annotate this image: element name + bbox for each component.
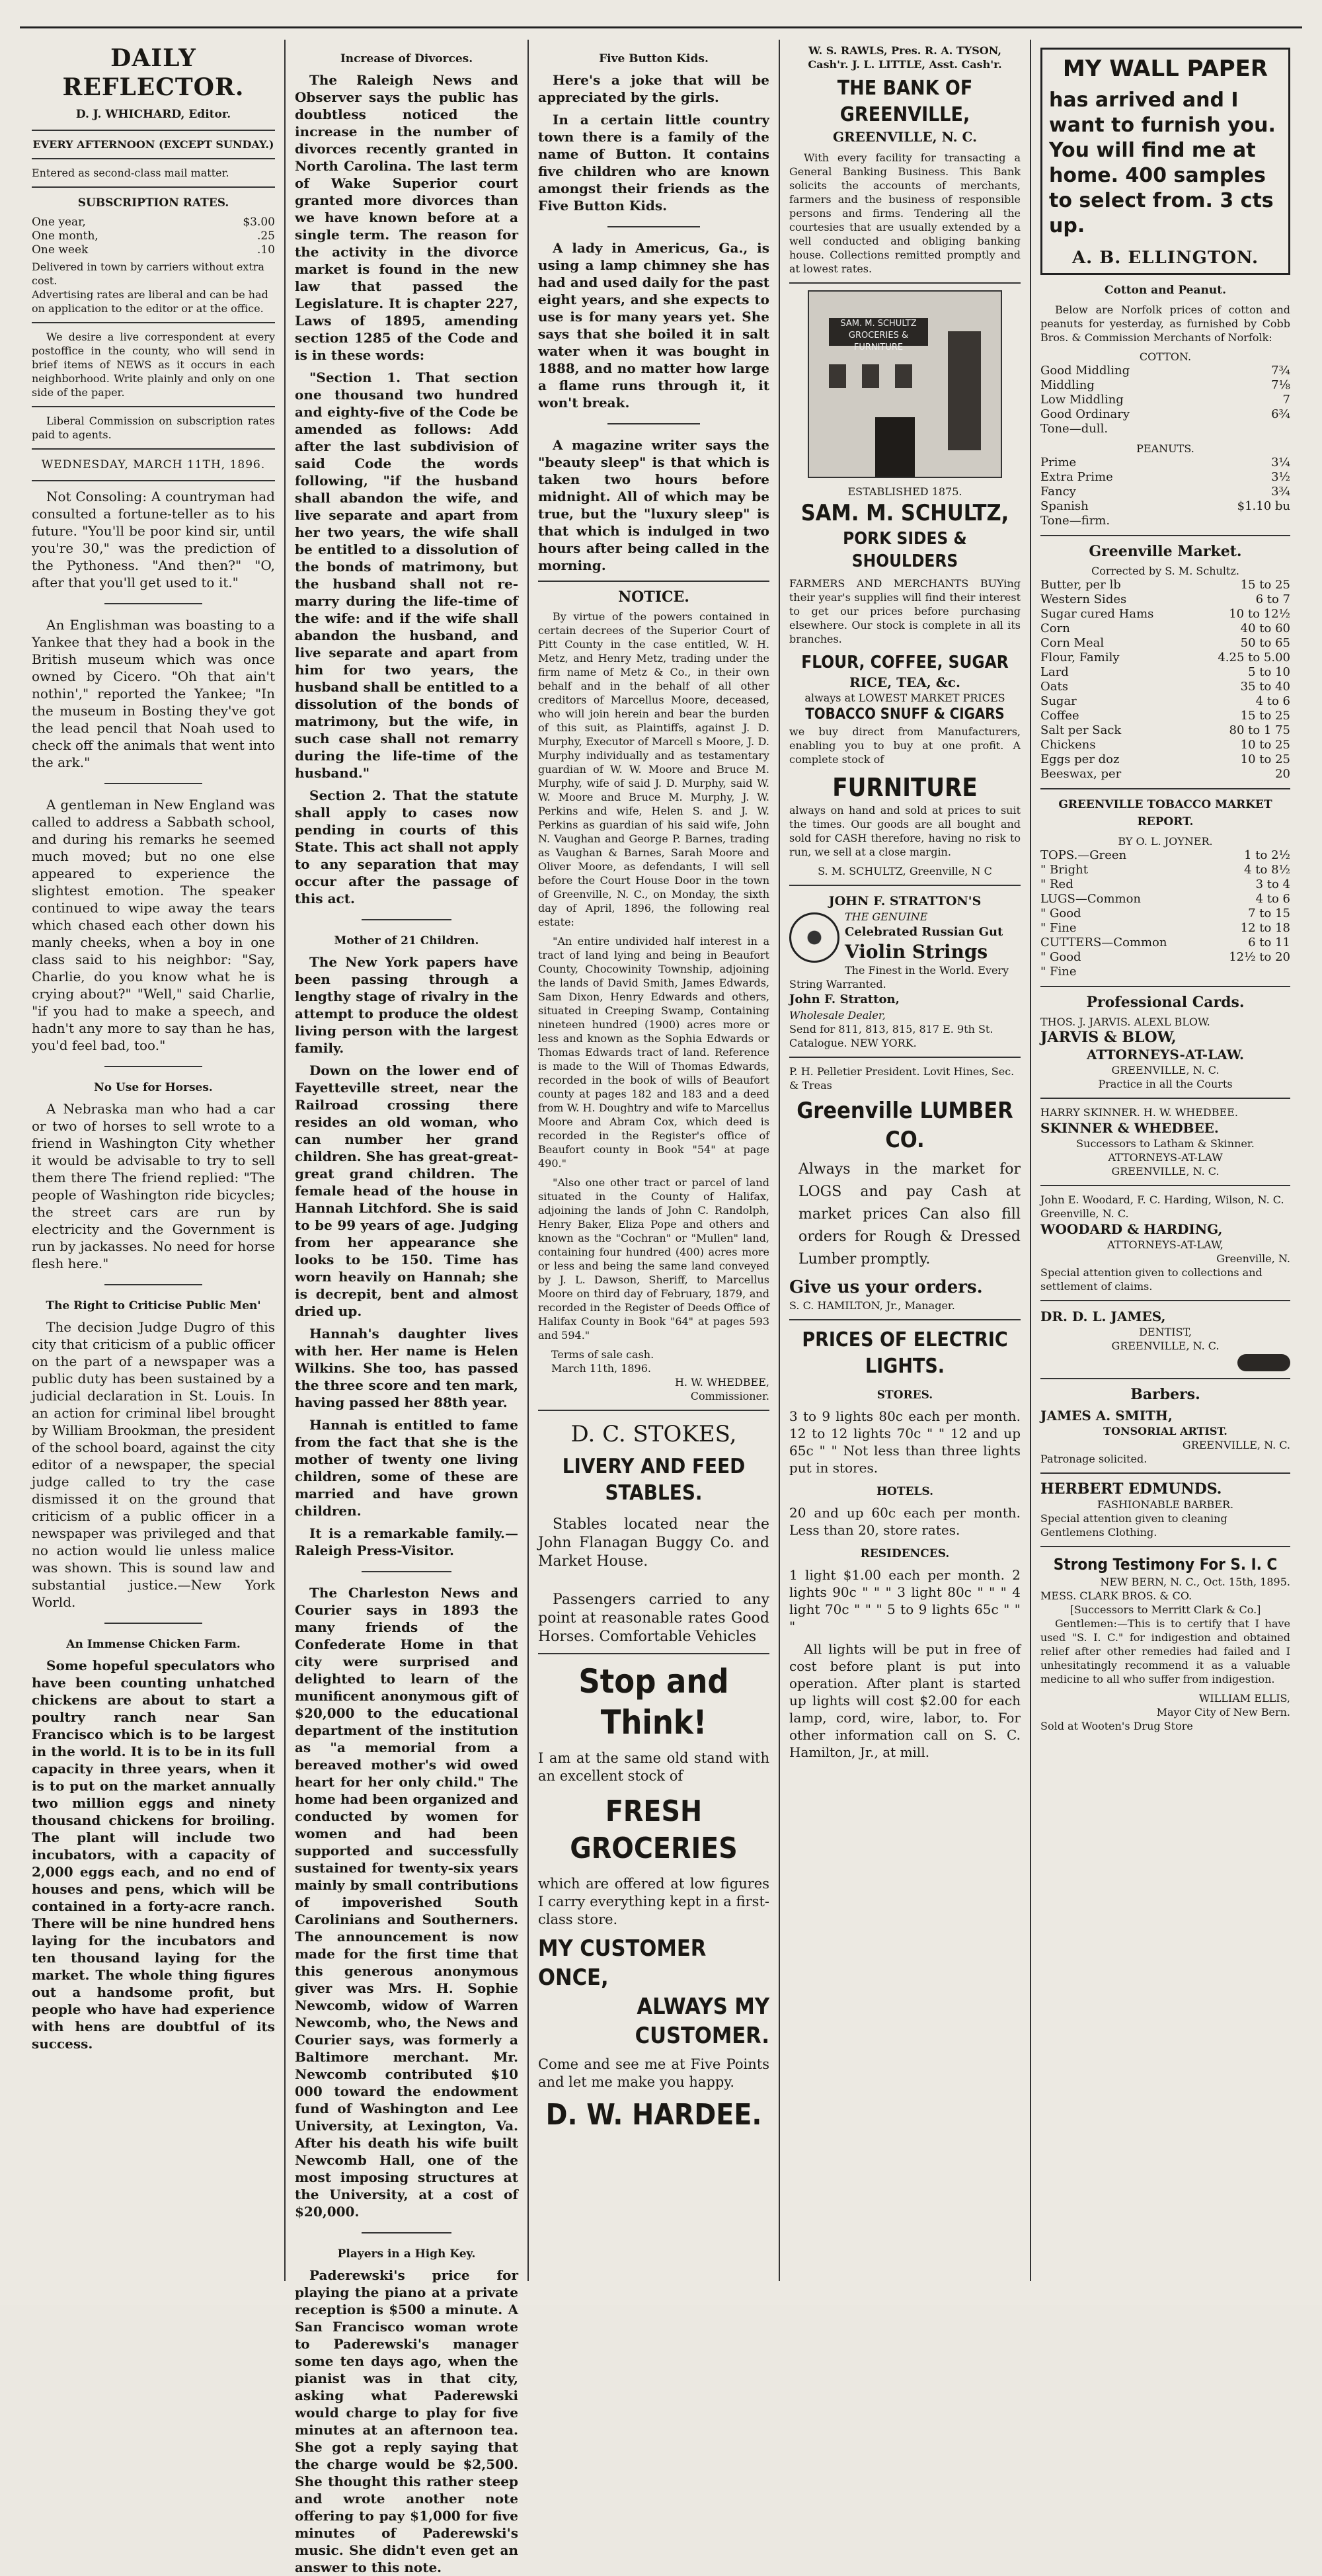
window: [948, 331, 981, 450]
stokes-passengers: Passengers carried to any point at reasonable rates Good Horses. Comfortable Vehicles: [538, 1591, 769, 1645]
notice-date: March 11th, 1896.: [551, 1362, 651, 1375]
testimony-role: Mayor City of New Bern.: [1156, 1705, 1290, 1718]
skinner-names: HARRY SKINNER. H. W. WHEDBEE.: [1040, 1106, 1238, 1119]
wallpaper-title: MY WALL PAPER: [1062, 56, 1268, 82]
column-2: [286, 40, 529, 2575]
furniture-text: always on hand and sold at prices to suit the times. Our goods are all bought and sold for CASH therefore, having no risk to run, we sell at a close margin.: [789, 804, 1021, 858]
divider: [362, 2232, 451, 2234]
article-divorces: The Raleigh News and Observer says the public has doubtless noticed the increase in the number of divorces recently granted in North Carolina. The last term of Wake Superior court granted more divorces than we have known before at a single term. The reason for the activity in the divorce market is found in the new law that passed the Legislature. It is chapter 227, Laws of 1895, amending section 1285 of the Code and is in these words:: [295, 72, 518, 363]
divider: [104, 783, 202, 784]
article-heading: Five Button Kids.: [599, 52, 709, 65]
price-row: " Good 7 to 15: [1040, 906, 1290, 920]
notice-text: "Also one other tract or parcel of land situated in the County of Halifax, adjoining the lands of John C. Randolph, Henry Baker, Eliza Pope and others and known as the "Cochran" or "Mullen" land, containing four hundred (400) acres more or less and being the same land conveyed by J. L. Dawson, Sheriff, to Marcellus Moore on third day of February, 1879, and recorded in the Register of Deeds Office of Halifax County in Book "64" at pages 593 and 594.": [538, 1176, 769, 1342]
divider: [789, 1057, 1021, 1058]
testimony-heading: Strong Testimony For S. I. C: [1053, 1554, 1278, 1574]
price-row: LUGS—Common 4 to 6: [1040, 892, 1290, 906]
price-row: Flour, Family 4.25 to 5.00: [1040, 651, 1290, 664]
article-heading: No Use for Horses.: [94, 1081, 213, 1094]
divider: [607, 226, 700, 227]
electric-head: PRICES OF ELECTRIC LIGHTS.: [802, 1328, 1008, 1378]
buy-direct: we buy direct from Manufacturers, enabling you to buy at one profit. A complete stock of: [789, 725, 1021, 766]
price-row: Good Middling 7¾: [1040, 364, 1290, 378]
price-row: Butter, per lb 15 to 25: [1040, 578, 1290, 592]
hardee-text: Come and see me at Five Points and let me make you happy.: [538, 2056, 769, 2090]
edmunds-name: HERBERT EDMUNDS.: [1040, 1480, 1222, 1498]
woodard-location: Greenville, N.: [1216, 1252, 1290, 1265]
price-row: Prime 3¼: [1040, 456, 1290, 469]
notice-heading: NOTICE.: [618, 588, 689, 606]
article-heading: The Right to Criticise Public Men': [46, 1299, 261, 1312]
cotton-heading: Cotton and Peanut.: [1104, 284, 1227, 297]
article-players: Paderewski's price for playing the piano at a private reception is $500 a minute. A San Francisco woman wrote to Paderewski's manager some ten days ago, when the pianist was in that city, asking what Paderewski would charge to play for five minutes at an afternoon tea. She got a reply saying that the charge would be $2,500. She thought this rather steep and wrote another note offering to pay $1,000 for five minutes of Paderewski's music. She didn't even get an answer to this note.: [295, 2267, 518, 2575]
electric-note: All lights will be put in free of cost before plant is put into operation. After plant is started up lights will cost $2.00 for each lamp, cord, wire, labor, to. For other information call on S. C. Hamilton, Jr., at mill.: [789, 1641, 1021, 1760]
article-five-button: In a certain little country town there is a family of the name of Button. It contains five children who are known amongst their friends as the Five Button Kids.: [538, 112, 769, 214]
divider: [1040, 1472, 1290, 1474]
window: [829, 364, 846, 388]
divider: [1040, 1378, 1290, 1379]
price-row: Beeswax, per 20: [1040, 767, 1290, 781]
stratton-address: Send for 811, 813, 815, 817 E. 9th St. Catalogue. NEW YORK.: [789, 1023, 993, 1049]
divider: [789, 1319, 1021, 1320]
stores-head: STORES.: [876, 1389, 933, 1402]
price-row: CUTTERS—Common 6 to 11: [1040, 936, 1290, 949]
peanuts-subhead: PEANUTS.: [1136, 442, 1194, 455]
tobacco-by: BY O. L. JOYNER.: [1118, 835, 1213, 848]
lowest-prices: always at LOWEST MARKET PRICES: [804, 692, 1005, 704]
notice-text: By virtue of the powers contained in certain decrees of the Superior Court of Pitt County in the case entitled, W. H. Metz, and Henry Metz, trading under the firm name of Metz & Co., in their own behalf and in the behalf of all other creditors of Marcellus Moore, deceased, who will join herein and bear the burden of this suit, as Plaintiffs, against J. D. Murphy, Executor of Marcell s Moore, J. D. Murphy individually and as testamentary guardian of W. W. Moore and Bruce M. Murphy, wife of said J. D. Murphy, said W. W. Moore and Bruce M. Murphy, J. W. Perkins and wife, Helen S. and J. W. Perkins as guardian of his said wife, John N. Vaughan and George P. Barnes, trading as Vaughan & Barnes, Sarah Moore and Oliver Moore, as defendants, I will sell before the Court House Door in the town of Greenville, N. C., on Monday, the sixth day of April, 1896, the following real estate:: [538, 610, 769, 928]
cards-heading: Professional Cards.: [1086, 994, 1245, 1011]
price-row: Spanish $1.10 bu: [1040, 499, 1290, 513]
customer-slogan-1: MY CUSTOMER ONCE,: [538, 1935, 707, 1991]
tobacco-line: TOBACCO SNUFF & CIGARS: [805, 706, 1005, 723]
schultz-signature: S. M. SCHULTZ, Greenville, N C: [818, 865, 992, 877]
hardee-text: I am at the same old stand with an excellent stock of: [538, 1750, 769, 1784]
divider: [1040, 788, 1290, 789]
barbers-heading: Barbers.: [1130, 1385, 1200, 1403]
article-section-1: "Section 1. That section one thousand two hundred and eighty-five of the Code be amended as follows: Add after the last subdivision of said Code the words following, "if the husband shall abandon the wife, and live separate and apart from her two years, the wife shall be entitled to a dissolution of the bonds of matrimony, but the husband shall not re-marry during the life-time of the wife: and if the wife shall abandon the husband, and live separate and apart from him for two years, the husband shall be entitled to a dissolution of the bonds of matrimony, but the wife, in such case shall not remarry during the life-time of the husband.": [295, 370, 518, 781]
market-by: Corrected by S. M. Schultz.: [1091, 565, 1239, 577]
advertising-note: Advertising rates are liberal and can be had on application to the editor or at the office.: [32, 288, 268, 315]
edmunds-title: FASHIONABLE BARBER.: [1097, 1498, 1234, 1511]
price-row: " Red 3 to 4: [1040, 877, 1290, 891]
divider: [32, 322, 275, 323]
entered-note: Entered as second-class mail matter.: [32, 167, 229, 179]
hotels-text: 20 and up 60c each per month. Less than 20, store rates.: [789, 1505, 1021, 1538]
wallpaper-text: has arrived and I want to furnish you. You will find me at home. 400 samples to select from. 3 cts up.: [1049, 89, 1276, 237]
residences-text: 1 light $1.00 each per month. 2 lights 90c " " " 3 light 80c " " " 4 light 70c " " " 5 to 9 lights 65c " " ": [789, 1567, 1021, 1634]
delivery-note: Delivered in town by carriers without extra cost.: [32, 261, 264, 287]
hardee-name: D. W. HARDEE.: [545, 2098, 762, 2132]
hotels-head: HOTELS.: [876, 1485, 934, 1498]
cotton-intro: Below are Norfolk prices of cotton and peanuts for yesterday, as furnished by Cobb Bros. & Commission Merchants of Norfolk:: [1040, 303, 1290, 344]
article-mother: Hannah's daughter lives with her. Her name is Helen Wilkins. She too, has passed the three score and ten mark, having passed her 88th year.: [295, 1326, 518, 1410]
divider: [789, 885, 1021, 886]
woodard-note: Special attention given to collections and settlement of claims.: [1040, 1266, 1263, 1293]
price-row: " Good 12½ to 20: [1040, 950, 1290, 964]
james-name: DR. D. L. JAMES,: [1040, 1308, 1166, 1324]
skinner-location: GREENVILLE, N. C.: [1111, 1165, 1220, 1178]
masthead-title: DAILY REFLECTOR.: [62, 44, 245, 101]
article-heading: Increase of Divorces.: [340, 52, 473, 65]
lumber-name: Greenville LUMBER CO.: [797, 1098, 1013, 1153]
stratton-dealer: Wholesale Dealer,: [789, 1009, 886, 1022]
violin-seal-icon: [789, 912, 839, 963]
notice-terms: Terms of sale cash.: [551, 1348, 654, 1361]
article-gentleman: A gentleman in New England was called to address a Sabbath school, and during his remarks he seemed much moved; but no one else appeared to experience the slightest emotion. The speaker continued to wipe away the tears which chased each other down his manly cheeks, when a boy in one class said to his neighbor: "Say, Charlie, do you know what he is crying about?" "Well," said Charlie, "if you had to make a speech, and hadn't any more to say than he has, you'd feel bad, too.": [32, 797, 275, 1053]
woodard-title: ATTORNEYS-AT-LAW,: [1107, 1238, 1224, 1251]
price-row: Oats 35 to 40: [1040, 680, 1290, 694]
article-englishman: An Englishman was boasting to a Yankee that they had a book in the British museum which was once owned by Cicero. "Oh that ain't nothin'," reported the Yankee; "In the museum in Bosting they've got the lead pencil that Noah used to check off the animals that went into the ark.": [32, 617, 275, 770]
divider: [32, 480, 275, 481]
testimony-sold: Sold at Wooten's Drug Store: [1040, 1719, 1193, 1732]
divider: [538, 581, 769, 582]
smith-title: TONSORIAL ARTIST.: [1103, 1424, 1227, 1437]
article-five-button: Here's a joke that will be appreciated by the girls.: [538, 72, 769, 105]
price-row: Tone—firm.: [1040, 514, 1110, 528]
woodard-names: John E. Woodard, F. C. Harding, Wilson, N. C. Greenville, N. C.: [1040, 1193, 1284, 1220]
testimony-location: NEW BERN, N. C., Oct. 15th, 1895.: [1100, 1575, 1290, 1588]
article-section-2: Section 2. That the statute shall apply to cases now pending in courts of this State. This act shall not apply to any separation that may occur after the passage of this act.: [295, 787, 518, 906]
schultz-name: SAM. M. SCHULTZ,: [800, 500, 1009, 526]
divider: [789, 282, 1021, 284]
divider: [1040, 1546, 1290, 1547]
lumber-text: Always in the market for LOGS and pay Cash at market prices Can also fill orders for Rough & Dressed Lumber promptly.: [798, 1161, 1021, 1268]
stratton-genuine: THE GENUINE: [845, 910, 928, 923]
divider: [104, 1623, 202, 1624]
residences-head: RESIDENCES.: [860, 1547, 950, 1560]
jarvis-note: Practice in all the Courts: [1098, 1078, 1233, 1090]
divider: [104, 603, 202, 604]
james-title: DENTIST,: [1139, 1326, 1192, 1338]
article-heading: Players in a High Key.: [337, 2247, 476, 2261]
article-heading: Mother of 21 Children.: [334, 934, 479, 947]
window: [862, 364, 879, 388]
article-mother: The New York papers have been passing through a lengthy stage of rivalry in the attempt to produce the oldest living person with the largest family.: [295, 954, 518, 1056]
price-row: Salt per Sack 80 to 1 75: [1040, 723, 1290, 737]
customer-slogan-2: ALWAYS MY CUSTOMER.: [635, 1993, 769, 2049]
rice-tea: RICE, TEA, &c.: [849, 674, 960, 690]
divider: [362, 1571, 451, 1572]
article-mother: It is a remarkable family.—Raleigh Press-Visitor.: [295, 1525, 518, 1558]
skinner-firm: SKINNER & WHEDBEE.: [1040, 1120, 1219, 1136]
article-heading: An Immense Chicken Farm.: [66, 1638, 241, 1651]
flour-coffee: FLOUR, COFFEE, SUGAR: [801, 653, 1009, 672]
price-row: Fancy 3¾: [1040, 485, 1290, 499]
divider: [32, 186, 275, 188]
divider: [104, 1284, 202, 1285]
commission-note: Liberal Commission on subscription rates paid to agents.: [32, 415, 275, 441]
price-row: Good Ordinary 6¾: [1040, 407, 1290, 421]
divider: [32, 448, 275, 450]
woodard-firm: WOODARD & HARDING,: [1040, 1221, 1223, 1237]
rate-row: One week .10: [32, 243, 275, 257]
price-row: Low Middling 7: [1040, 393, 1290, 407]
editor-line: D. J. WHICHARD, Editor.: [75, 108, 231, 121]
established: ESTABLISHED 1875.: [847, 485, 962, 498]
rate-row: One month, .25: [32, 229, 275, 243]
column-1: [22, 40, 286, 2281]
jarvis-location: GREENVILLE, N. C.: [1111, 1064, 1220, 1076]
fresh-groceries: FRESH GROCERIES: [570, 1794, 738, 1865]
skinner-title: ATTORNEYS-AT-LAW: [1108, 1151, 1223, 1164]
subscription-heading: SUBSCRIPTION RATES.: [77, 196, 229, 210]
divider: [538, 1653, 769, 1654]
column-5: [1031, 40, 1300, 2281]
schultz-text: FARMERS AND MERCHANTS BUYing their year's supplies will find their interest to get our prices before purchasing elsewhere. Our stock is complete in all its branches.: [789, 577, 1021, 645]
cotton-subhead: COTTON.: [1139, 350, 1192, 363]
store-sign: SAM. M. SCHULTZ GROCERIES & FURNITURE: [829, 318, 928, 346]
top-rule: [20, 26, 1302, 28]
price-row: Coffee 15 to 25: [1040, 709, 1290, 723]
door: [875, 417, 915, 477]
price-row: Chickens 10 to 25: [1040, 738, 1290, 752]
testimony-text: Gentlemen:—This is to certify that I have used "S. I. C." for indigestion and obtained relief after other remedies had failed and I unhesitatingly recommend it as a valuable medicine to all who suffer from indigestion.: [1040, 1617, 1290, 1685]
notice-text: "An entire undivided half interest in a tract of land lying and being in Beaufort County, Chocowinity Township, adjoining the lands of David Smith, James Edwards, Sam Dixon, Henry Edwards and others, situated in Creeping Swamp, Containing nineteen hundred (1900) acres more or less and known as the Sophia Edwards or Thomas Edwards tract of land. Reference is made to the Will of Thomas Edwards, recorded in the book of wills of Beaufort county at pages 182 and 183 and a deed from W. H. Doughtry and wife to Marcellus Moore and Abram Cox, which deed is recorded in the Register's office of Beaufort county in Book "54" at page 490.": [538, 935, 769, 1170]
divider: [1040, 1098, 1290, 1099]
stores-text: 3 to 9 lights 80c each per month. 12 to 12 lights 70c " " 12 and up 65c " " Not less than three lights put in stores.: [789, 1408, 1021, 1476]
divider: [32, 158, 275, 159]
wallpaper-signature: A. B. ELLINGTON.: [1071, 248, 1259, 268]
divider: [32, 406, 275, 407]
window: [895, 364, 912, 388]
lumber-manager: S. C. HAMILTON, Jr., Manager.: [789, 1299, 955, 1312]
price-row: Corn Meal 50 to 65: [1040, 636, 1290, 650]
price-row: Eggs per doz 10 to 25: [1040, 752, 1290, 766]
publication-schedule: EVERY AFTERNOON (EXCEPT SUNDAY.): [32, 138, 274, 151]
price-row: Corn 40 to 60: [1040, 622, 1290, 635]
article-not-consoling: Not Consoling: A countryman had consulted a fortune-teller as to his future. "You'll be poor kind sir, until you're 30," was the prediction of the Pythoness. "And then?" "O, after that you'll get used to it.": [32, 489, 275, 590]
stokes-name: D. C. STOKES,: [570, 1421, 737, 1447]
james-location: GREENVILLE, N. C.: [1111, 1340, 1220, 1352]
divider: [1040, 986, 1290, 987]
stokes-title: LIVERY AND FEED STABLES.: [562, 1455, 746, 1505]
column-4: [780, 40, 1031, 2281]
article-magazine: A magazine writer says the "beauty sleep" is that which is taken two hours before midnight. All of which may be true, but the "luxury sleep" is that which is indulged in two hours after being called in the morning.: [538, 437, 769, 573]
edmunds-note: Special attention given to cleaning Gentlemens Clothing.: [1040, 1511, 1227, 1539]
article-americus: A lady in Americus, Ga., is using a lamp chimney she has had and used daily for the past eight years, and she expects to use is for many years yet. She says that she boiled it in salt water when it was bought in 1888, and no matter how large a flame runs through it, it won't break.: [538, 240, 769, 411]
price-row: Sugar 4 to 6: [1040, 694, 1290, 708]
skinner-successors: Successors to Latham & Skinner.: [1076, 1137, 1255, 1150]
notice-role: Commissioner.: [690, 1390, 769, 1402]
testimony-successors: [Successors to Merritt Clark & Co.]: [1069, 1603, 1261, 1616]
article-criticise: The decision Judge Dugro of this city that criticism of a public officer on the part of a newspaper was a public duty has been sustained by a judicial declaration in St. Louis. In an action for criminal libel brought by William Brookman, the president of the school board, against the city editor of a newspaper, the special judge called to try the case dismissed it on the ground that criticism of a public officer in a newspaper was privileged and that no action would lie unless malice was shown. This is sound law and substantial justice.—New York World.: [32, 1319, 275, 1610]
bank-name: THE BANK OF GREENVILLE,: [837, 77, 973, 126]
price-row: Western Sides 6 to 7: [1040, 592, 1290, 606]
article-mother: Hannah is entitled to fame from the fact that she is the mother of twenty one living children, some of these are married and have grown children.: [295, 1417, 518, 1519]
denture-icon-wrap: [1040, 1353, 1290, 1371]
bank-location: GREENVILLE, N. C.: [832, 129, 978, 145]
divider: [104, 1066, 202, 1067]
price-row: " Bright 4 to 8½: [1040, 863, 1290, 877]
smith-location: GREENVILLE, N. C.: [1182, 1438, 1290, 1451]
stratton-celebrated: Celebrated Russian Gut: [845, 925, 1003, 939]
issue-date: WEDNESDAY, MARCH 11TH, 1896.: [41, 458, 266, 471]
price-row: Sugar cured Hams 10 to 12½: [1040, 607, 1290, 621]
hardee-text: which are offered at low figures I carry everything kept in a first-class store.: [538, 1876, 769, 1927]
testimony-to: MESS. CLARK BROS. & CO.: [1040, 1589, 1192, 1602]
violin-strings: Violin Strings: [845, 941, 988, 963]
smith-note: Patronage solicited.: [1040, 1452, 1147, 1465]
stratton-head: JOHN F. STRATTON'S: [828, 894, 982, 908]
article-horses: A Nebraska man who had a car or two of horses to sell wrote to a friend in Washington City whether it would be advisable to try to sell them there The friend replied: "The people of Washington ride bicycles; the street cars are run by electricity and the Government is run by jackasses. No need for horse flesh here.": [32, 1101, 275, 1271]
smith-name: JAMES A. SMITH,: [1040, 1407, 1173, 1424]
bank-officers: W. S. RAWLS, Pres. R. A. TYSON, Cash'r. J. L. LITTLE, Asst. Cash'r.: [808, 44, 1002, 71]
article-charleston: The Charleston News and Courier says in 1893 the many friends of the Confederate Home in that city were surprised and delighted to learn of the munificent anonymous gift of $20,000 to the educational department of the institution as "a memorial from a bereaved mother's wid owed heart for her only child." The home had been organized and conducted by women for women and had been supported and successfully sustained for twenty-six years mainly by small contributions of impoverished South Carolinians and Southerners. The announcement is now made for the first time that this generous anonymous giver was Mrs. H. Sophie Newcomb, widow of Warren Newcomb, who, the News and Courier says, was formerly a Baltimore merchant. Mr. Newcomb contributed $10 000 toward the endowment fund of Washington and Lee University, at Lexington, Va. After his death his wife built Newcomb Hall, one of the most imposing structures at the University, at a cost of $20,000.: [295, 1585, 518, 2220]
stratton-name: John F. Stratton,: [789, 992, 900, 1006]
divider: [538, 1410, 769, 1411]
jarvis-firm: JARVIS & BLOW,: [1040, 1029, 1177, 1046]
article-mother: Down on the lower end of Fayetteville street, near the Railroad crossing there resides an old woman, who can number her grand children. She has great-great-great grand children. The female head of the house in Hannah Litchford. She is said to be 99 years of age. Judging from her appearance she looks to be 150. Time has worn heavily on Hannah; she is decrepit, bent and almost dried up.: [295, 1063, 518, 1319]
price-row: Lard 5 to 10: [1040, 665, 1290, 679]
price-row: Tone—dull.: [1040, 422, 1108, 436]
notice-signature: H. W. WHEDBEE,: [674, 1376, 769, 1389]
price-row: " Fine: [1040, 965, 1077, 979]
divider: [362, 919, 451, 920]
tobacco-heading: GREENVILLE TOBACCO MARKET REPORT.: [1058, 798, 1272, 828]
rate-row: One year, $3.00: [32, 216, 275, 229]
stratton-finest: The Finest in the World. Every String Warranted.: [789, 964, 1009, 990]
price-row: TOPS.—Green 1 to 2½: [1040, 848, 1290, 862]
lumber-officers: P. H. Pelletier President. Lovit Hines, Sec. & Treas: [789, 1065, 1015, 1092]
stokes-location: Stables located near the John Flanagan Buggy Co. and Market House.: [538, 1516, 769, 1570]
testimony-signature: WILLIAM ELLIS,: [1198, 1691, 1290, 1705]
divider: [607, 423, 700, 424]
wallpaper-ad: [1040, 48, 1290, 275]
price-row: Middling 7⅛: [1040, 378, 1290, 392]
jarvis-names: THOS. J. JARVIS. ALEXL BLOW.: [1040, 1016, 1210, 1028]
divider: [1040, 1185, 1290, 1186]
price-row: " Fine 12 to 18: [1040, 921, 1290, 935]
article-chicken: Some hopeful speculators who have been counting unhatched chickens are about to start a poultry ranch near San Francisco which is to be largest in the world. It is to be in its full capacity in three years, when it is to put on the market annually two million eggs and ninety thousand chickens for broiling. The plant will include two incubators, with a capacity of 2,000 eggs each, and no end of houses and pens, which will be contained in a forty-acre ranch. There will be nine hundred hens laying for the incubators and ten thousand laying for the market. The whole thing figures out a handsome profit, but people who have had experience with hens are doubtful of its success.: [32, 1658, 275, 2052]
column-3: [529, 40, 780, 2281]
columns: [22, 40, 1300, 2575]
stop-and-think: Stop and Think!: [578, 1662, 729, 1742]
pork-sides: PORK SIDES & SHOULDERS: [843, 529, 967, 571]
give-orders: Give us your orders.: [789, 1277, 983, 1297]
price-row: Extra Prime 3½: [1040, 470, 1290, 484]
divider: [1040, 535, 1290, 536]
divider: [1040, 1300, 1290, 1301]
divider: [32, 130, 275, 131]
store-building-illustration: [808, 290, 1002, 478]
jarvis-title: ATTORNEYS-AT-LAW.: [1087, 1047, 1244, 1063]
market-heading: Greenville Market.: [1089, 543, 1242, 560]
denture-icon: [1237, 1354, 1290, 1371]
correspondent-note: We desire a live correspondent at every postoffice in the county, who will send in brief items of NEWS as it occurs in each neighborhood. Write plainly and only on one side of the paper.: [32, 331, 275, 399]
furniture: FURNITURE: [832, 773, 978, 802]
bank-text: With every facility for transacting a General Banking Business. This Bank solicits the accounts of merchants, farmers and the business of responsible persons and firms. Tendering all the courtesies that are usually extended by a well conducted and obliging banking house. Collections remitted promptly and at lowest rates.: [789, 151, 1021, 275]
